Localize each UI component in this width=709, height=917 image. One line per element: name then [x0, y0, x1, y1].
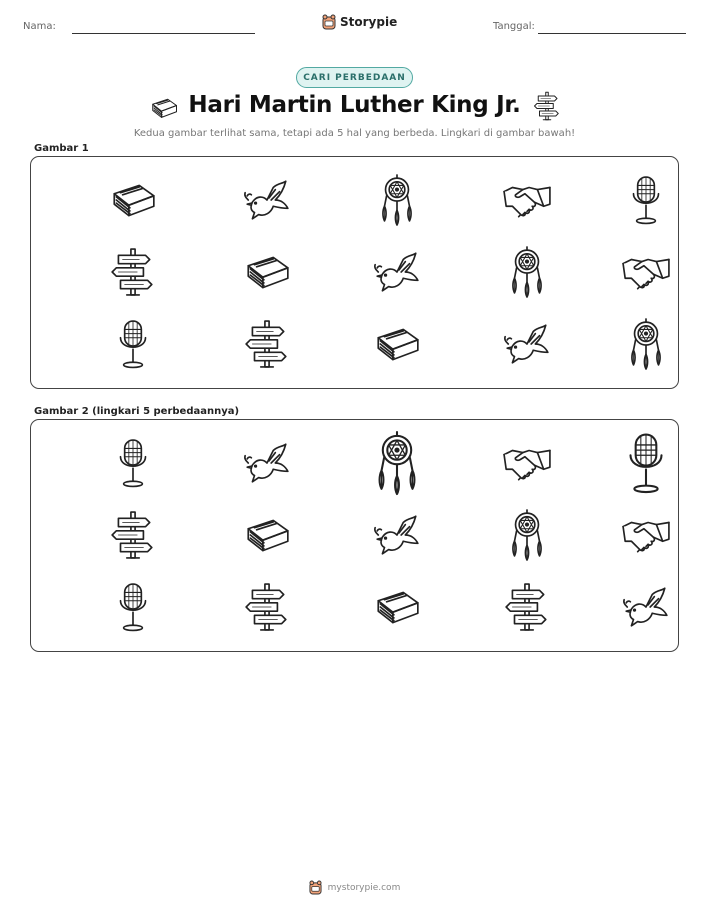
grid-cell[interactable] — [360, 426, 434, 500]
dreamcatcher-icon — [372, 175, 422, 225]
grid-cell[interactable] — [102, 576, 164, 638]
dreamcatcher-icon — [366, 432, 428, 494]
dove-icon — [242, 438, 292, 488]
page-title: Hari Martin Luther King Jr. — [188, 92, 521, 118]
dove-icon — [242, 175, 292, 225]
activity-badge: CARI PERBEDAAN — [296, 67, 413, 88]
grid-cell[interactable] — [496, 504, 558, 566]
signpost-icon — [242, 582, 292, 632]
picture2-panel[interactable] — [30, 419, 679, 652]
grid-cell — [615, 313, 677, 375]
grid-cell — [615, 241, 677, 303]
grid-cell[interactable] — [236, 576, 298, 638]
grid-cell — [496, 169, 558, 231]
handshake-icon — [502, 438, 552, 488]
book-icon — [242, 510, 292, 560]
grid-cell[interactable] — [496, 432, 558, 494]
book-icon — [108, 175, 158, 225]
name-field-line[interactable] — [72, 33, 255, 34]
grid-cell — [102, 169, 164, 231]
microphone-icon — [615, 432, 677, 494]
brand-name: Storypie — [340, 15, 398, 29]
grid-cell — [615, 169, 677, 231]
signpost-icon — [242, 319, 292, 369]
grid-cell[interactable] — [609, 426, 683, 500]
handshake-icon — [502, 175, 552, 225]
date-field-line[interactable] — [538, 33, 686, 34]
signpost-icon — [108, 510, 158, 560]
grid-cell[interactable] — [615, 576, 677, 638]
mascot-icon — [309, 880, 322, 895]
microphone-icon — [621, 175, 671, 225]
microphone-icon — [108, 438, 158, 488]
handshake-icon — [621, 510, 671, 560]
dove-icon — [502, 319, 552, 369]
dove-icon — [372, 510, 422, 560]
signpost-icon — [532, 91, 562, 121]
grid-cell[interactable] — [102, 432, 164, 494]
grid-cell — [236, 241, 298, 303]
book-icon — [372, 582, 422, 632]
grid-cell — [102, 313, 164, 375]
grid-cell[interactable] — [236, 432, 298, 494]
signpost-icon — [502, 582, 552, 632]
footer — [0, 880, 709, 895]
grid-cell[interactable] — [236, 504, 298, 566]
signpost-icon — [108, 247, 158, 297]
grid-cell[interactable] — [366, 504, 428, 566]
grid-cell — [366, 241, 428, 303]
microphone-icon — [108, 319, 158, 369]
grid-cell — [366, 313, 428, 375]
title-signpost-icon — [532, 91, 562, 125]
book-icon — [242, 247, 292, 297]
microphone-icon — [108, 582, 158, 632]
grid-cell — [236, 169, 298, 231]
dreamcatcher-icon — [502, 247, 552, 297]
grid-cell[interactable] — [615, 504, 677, 566]
picture1-panel — [30, 156, 679, 389]
picture2-label: Gambar 2 (lingkari 5 perbedaannya) — [34, 406, 240, 417]
grid-cell[interactable] — [496, 576, 558, 638]
grid-cell[interactable] — [102, 504, 164, 566]
grid-cell — [366, 169, 428, 231]
name-label: Nama: — [23, 21, 56, 32]
dove-icon — [372, 247, 422, 297]
grid-cell — [496, 313, 558, 375]
footer-url[interactable]: mystorypie.com — [327, 882, 401, 893]
instructions: Kedua gambar terlihat sama, tetapi ada 5 hal yang berbeda. Lingkari di gambar bawah! — [133, 128, 576, 139]
handshake-icon — [621, 247, 671, 297]
dreamcatcher-icon — [621, 319, 671, 369]
grid-cell[interactable] — [366, 576, 428, 638]
brand-logo — [322, 14, 397, 30]
picture1-label: Gambar 1 — [34, 143, 89, 154]
dove-icon — [621, 582, 671, 632]
mascot-icon — [322, 14, 336, 30]
grid-cell — [102, 241, 164, 303]
dreamcatcher-icon — [502, 510, 552, 560]
date-label: Tanggal: — [493, 21, 535, 32]
grid-cell — [496, 241, 558, 303]
grid-cell — [236, 313, 298, 375]
book-icon — [372, 319, 422, 369]
